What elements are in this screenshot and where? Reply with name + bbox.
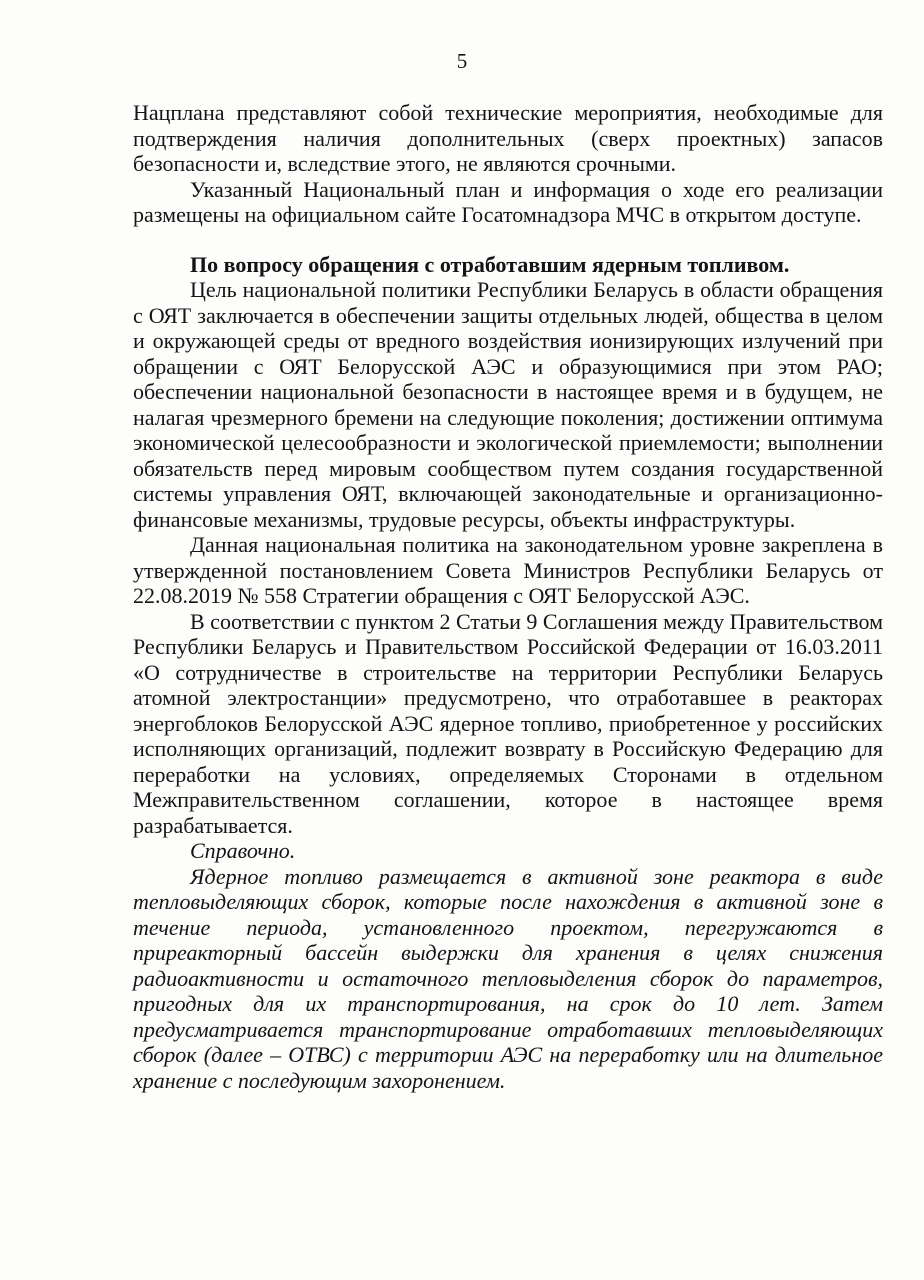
page-number: 5 [456,49,468,73]
reference-text: Ядерное топливо размещается в активной зоне реактора в виде тепловыделяющих сборок, которые после нахождения в активной зоне в течение периода, установленного проектом, перегружаются в приреакторный бассейн выдержки для хранения в целях снижения радиоактивности и остаточного тепловыделения сборок до параметров, пригодных для их транспортирования, на срок до 10 лет. Затем предусматривается транспортирование отработавших тепловыделяющих сборок (далее – ОТВС) с территории АЭС на переработку или на длительное хранение с последующим захоронением. [133,863,883,1093]
reference-label: Справочно. [190,838,296,863]
paragraph-continuation: Нацплана представляют собой технические мероприятия, необходимые для подтверждения наличия дополнительных (сверх проектных) запасов безопасности и, вследствие этого, не являются срочными. [133,100,883,176]
paragraph-national-plan: Указанный Национальный план и информация о ходе его реализации размещены на официальном сайте Госатомнадзора МЧС в открытом доступе. [133,176,883,227]
paragraph-policy-legislation: Данная национальная политика на законодательном уровне закреплена в утвержденной постановлением Совета Министров Республики Беларусь от 22.08.2019 № 558 Стратегии обращения с ОЯТ Белорусской АЭС. [133,532,883,608]
section-heading: По вопросу обращения с отработавшим ядерным топливом. [190,251,790,277]
paragraph-policy-goal: Цель национальной политики Республики Беларусь в области обращения с ОЯТ заключается в обеспечении защиты отдельных людей, общества в целом и окружающей среды от вредного воздействия ионизирующих излучений при обращении с ОЯТ Белорусской АЭС и образующимися при этом РАО; обеспечении национальной безопасности в настоящее время и в будущем, не налагая чрезмерного бремени на следующие поколения; достижении оптимума экономической целесообразности и экологической приемлемости; выполнении обязательств перед мировым сообществом путем создания государственной системы управления ОЯТ, включающей законодательные и организационно-финансовые механизмы, трудовые ресурсы, объекты инфраструктуры. [133,277,883,532]
document-body [133,100,883,1093]
paragraph-agreement: В соответствии с пунктом 2 Статьи 9 Соглашения между Правительством Республики Беларусь и Правительством Российской Федерации от 16.03.2011 «О сотрудничестве в строительстве на территории Республики Беларусь атомной электростанции» предусмотрено, что отработавшее в реакторах энергоблоков Белорусской АЭС ядерное топливо, приобретенное у российских исполняющих организаций, подлежит возврату в Российскую Федерацию для переработки на условиях, определяемых Сторонами в отдельном Межправительственном соглашении, которое в настоящее время разрабатывается. [133,608,883,838]
